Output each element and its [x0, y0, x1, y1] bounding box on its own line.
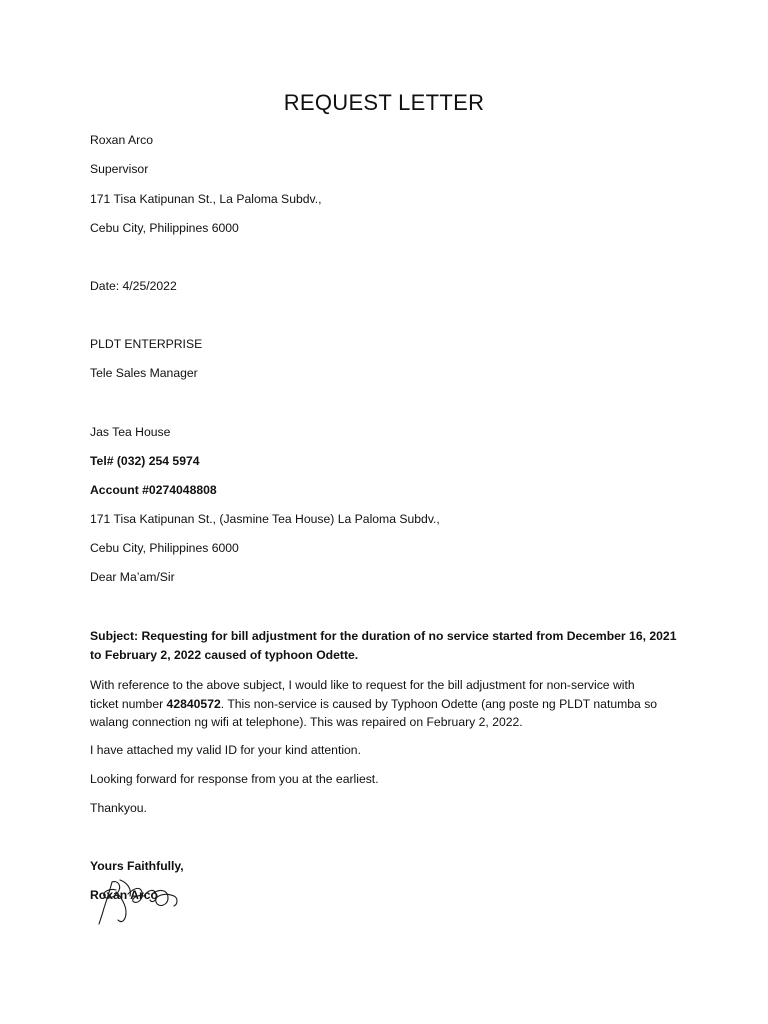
document-title: REQUEST LETTER [283, 90, 485, 115]
body-p1-line-1: With reference to the above subject, I would like to request for the bill adjustment for non-service with [90, 678, 635, 692]
ticket-prefix: ticket number [90, 696, 167, 711]
salutation: Dear Ma’am/Sir [90, 570, 175, 584]
subject-line-1: Subject: Requesting for bill adjustment for the duration of no service started from December 16, 2021 [90, 629, 677, 643]
subject-line-2: to February 2, 2022 caused of typhoon Odette. [90, 647, 359, 662]
body-paragraph-1 [90, 676, 680, 732]
sender-position: Supervisor [90, 162, 149, 176]
body-p1-line-2 [90, 695, 680, 714]
telephone-number: Tel# (032) 254 5974 [90, 454, 200, 468]
ticket-suffix: . This non-service is caused by Typhoon Odette (ang poste ng PLDT natumba so [220, 696, 658, 711]
sender-address-line2: Cebu City, Philippines 6000 [90, 221, 239, 235]
body-paragraph-3: Looking forward for response from you at the earliest. [90, 772, 379, 786]
closing: Yours Faithfully, [90, 859, 184, 873]
sender-name: Roxan Arco [90, 133, 154, 147]
subject-paragraph [90, 627, 680, 664]
business-name: Jas Tea House [90, 425, 171, 439]
account-number: Account #0274048808 [90, 483, 217, 497]
signatory-name: Roxan Arco [90, 888, 158, 902]
recipient-company: PLDT ENTERPRISE [90, 337, 203, 351]
business-address-line1: 171 Tisa Katipunan St., (Jasmine Tea House) La Paloma Subdv., [90, 512, 440, 526]
letter-date: Date: 4/25/2022 [90, 279, 177, 293]
business-address-line2: Cebu City, Philippines 6000 [90, 541, 239, 555]
handwritten-signature [92, 876, 182, 926]
body-p1-line-3: walang connection ng wifi at telephone). This was repaired on February 2, 2022. [90, 715, 523, 729]
ticket-number: 42840572 [166, 696, 221, 711]
sender-address-line1: 171 Tisa Katipunan St., La Paloma Subdv., [90, 192, 322, 206]
body-paragraph-2: I have attached my valid ID for your kind attention. [90, 743, 361, 757]
recipient-position: Tele Sales Manager [90, 366, 198, 380]
body-paragraph-4: Thankyou. [90, 801, 147, 815]
